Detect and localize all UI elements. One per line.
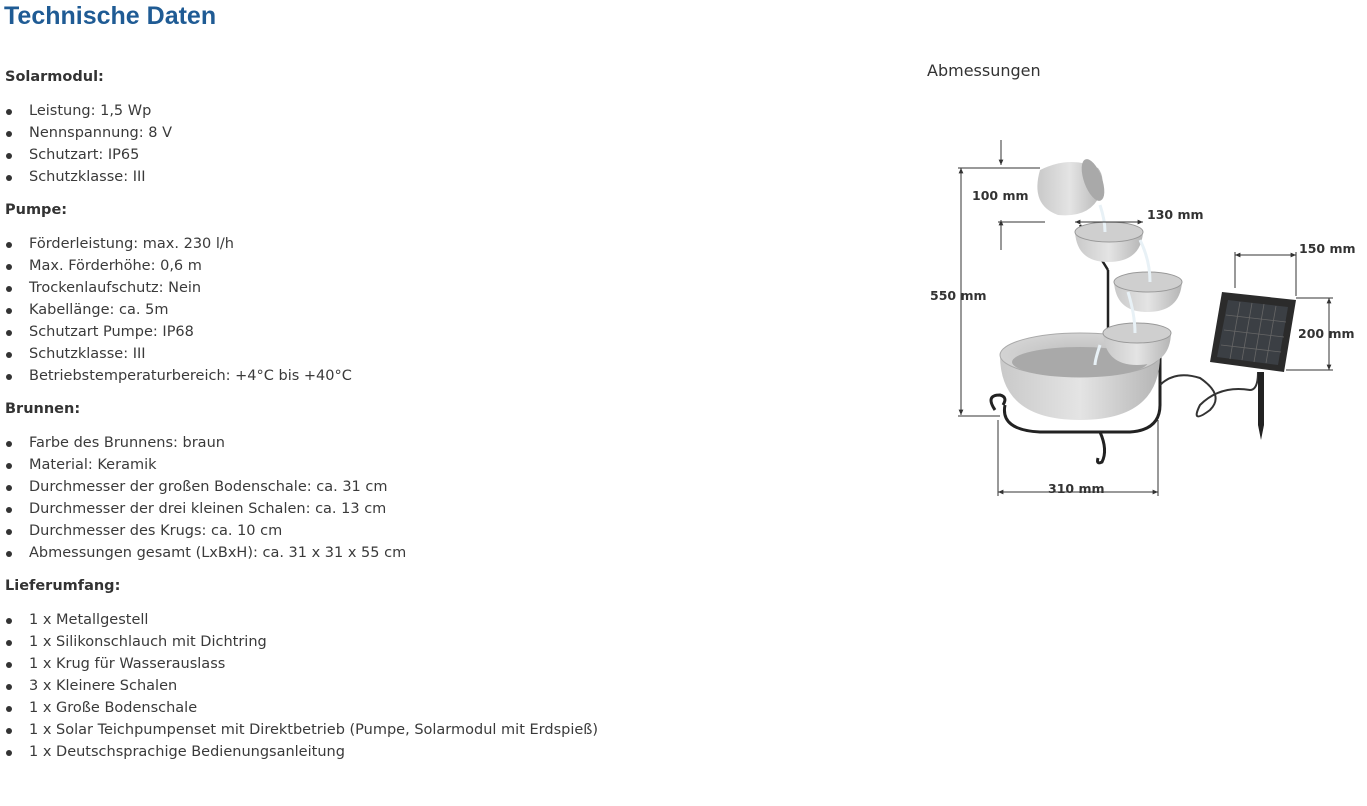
list-item: Schutzklasse: III xyxy=(5,343,805,365)
list-item: 1 x Deutschsprachige Bedienungsanleitung xyxy=(5,741,805,763)
list-item: Schutzklasse: III xyxy=(5,166,805,188)
dim-label-bowl-diameter: 130 mm xyxy=(1147,207,1204,222)
section-heading-pumpe: Pumpe: xyxy=(5,202,68,218)
list-item: Material: Keramik xyxy=(5,454,805,476)
list-item: Schutzart Pumpe: IP68 xyxy=(5,321,805,343)
section-heading-brunnen: Brunnen: xyxy=(5,401,81,417)
list-item: 1 x Große Bodenschale xyxy=(5,697,805,719)
list-item: 1 x Silikonschlauch mit Dichtring xyxy=(5,631,805,653)
dim-label-base-diameter: 310 mm xyxy=(1048,481,1105,496)
specs-container xyxy=(5,66,805,774)
page-title: Technische Daten xyxy=(4,2,217,30)
dim-label-panel-width: 150 mm xyxy=(1299,241,1356,256)
list-item: Durchmesser des Krugs: ca. 10 cm xyxy=(5,520,805,542)
list-item: Leistung: 1,5 Wp xyxy=(5,100,805,122)
list-item: 1 x Solar Teichpumpenset mit Direktbetrieb (Pumpe, Solarmodul mit Erdspieß) xyxy=(5,719,805,741)
lieferumfang-list xyxy=(5,609,805,763)
list-item: Durchmesser der großen Bodenschale: ca. 31 cm xyxy=(5,476,805,498)
list-item: Abmessungen gesamt (LxBxH): ca. 31 x 31 x 55 cm xyxy=(5,542,805,564)
dimensions-title: Abmessungen xyxy=(927,61,1041,80)
list-item: Max. Förderhöhe: 0,6 m xyxy=(5,255,805,277)
fountain-illustration xyxy=(991,156,1296,463)
list-item: Betriebstemperaturbereich: +4°C bis +40°C xyxy=(5,365,805,387)
list-item: Farbe des Brunnens: braun xyxy=(5,432,805,454)
list-item: 3 x Kleinere Schalen xyxy=(5,675,805,697)
fountain-dimensions-diagram xyxy=(920,120,1367,510)
brunnen-list xyxy=(5,432,805,564)
section-heading-solarmodul: Solarmodul: xyxy=(5,69,104,85)
list-item: Förderleistung: max. 230 l/h xyxy=(5,233,805,255)
section-heading-lieferumfang: Lieferumfang: xyxy=(5,578,121,594)
list-item: Nennspannung: 8 V xyxy=(5,122,805,144)
list-item: Trockenlaufschutz: Nein xyxy=(5,277,805,299)
list-item: Kabellänge: ca. 5m xyxy=(5,299,805,321)
list-item: Durchmesser der drei kleinen Schalen: ca. 13 cm xyxy=(5,498,805,520)
dim-label-jug-height: 100 mm xyxy=(972,188,1029,203)
list-item: 1 x Metallgestell xyxy=(5,609,805,631)
pumpe-list xyxy=(5,233,805,387)
list-item: Schutzart: IP65 xyxy=(5,144,805,166)
dim-label-panel-height: 200 mm xyxy=(1298,326,1355,341)
dim-label-total-height: 550 mm xyxy=(930,288,987,303)
solarmodul-list xyxy=(5,100,805,188)
list-item: 1 x Krug für Wasserauslass xyxy=(5,653,805,675)
